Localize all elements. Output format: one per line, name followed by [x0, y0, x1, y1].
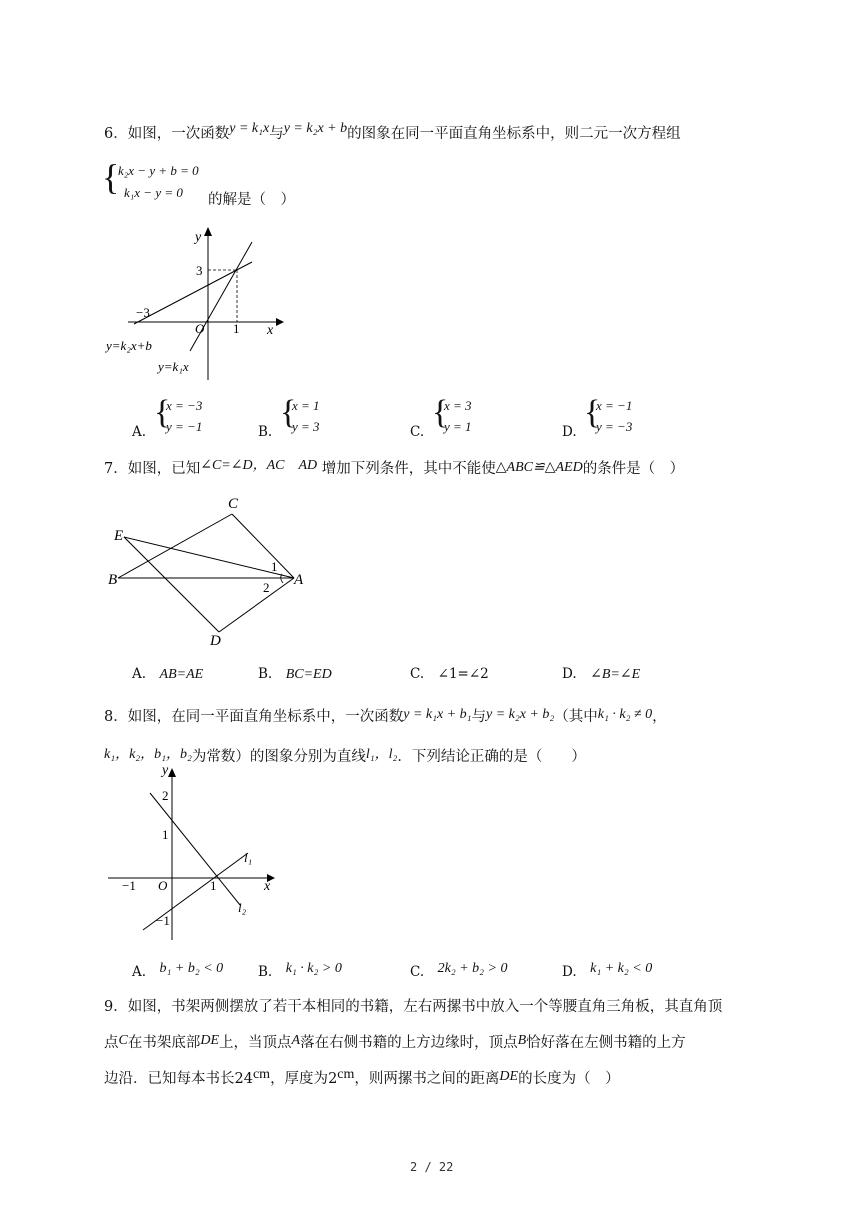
q6-function-2: y = k₂x + b: [283, 121, 348, 136]
q7-option-c-letter: C.: [410, 666, 425, 682]
q6-text-a: 如图，一次函数: [127, 126, 230, 142]
q8-option-c-letter: C.: [410, 964, 425, 980]
q6-option-d-row2: y = −3: [596, 419, 633, 434]
q7-tail: 的条件是（ ）: [582, 461, 685, 477]
q9-line2-c: 上，当顶点: [219, 1035, 292, 1051]
q8-stem-line-1: [104, 707, 667, 728]
q8-option-a[interactable]: [132, 960, 223, 981]
q6-option-b-row2: y = 3: [292, 419, 320, 434]
q8-comma: ，: [652, 709, 667, 725]
q7-text-b: 增加下列条件，其中不能使: [321, 461, 496, 477]
q9-line2-a: 点: [104, 1035, 119, 1051]
q6-label-l1: y=k₁x: [158, 359, 189, 374]
q6-option-c-row1: x = 3: [444, 398, 472, 413]
q9-line2-d: 落在右侧书籍的上方边缘时，顶点: [300, 1035, 518, 1051]
q8-text-b: （其中: [554, 709, 598, 725]
q7-segment-ea: [124, 537, 294, 578]
q8-tick-1: 1: [162, 827, 169, 842]
q7-condition: ∠C=∠D: [200, 458, 253, 473]
q7-option-b-letter: B.: [258, 666, 273, 682]
q8-tick-1-x: 1: [210, 878, 217, 893]
q8-options: [132, 960, 732, 982]
q8-option-d-text: k₁ + k₂ < 0: [590, 961, 653, 976]
q6-system-brace: {: [102, 157, 120, 197]
q7-option-d-text: ∠B=∠E: [590, 667, 641, 682]
q8-option-d[interactable]: [562, 960, 652, 981]
q6-system-row-1: k₂x − y + b = 0: [118, 163, 199, 178]
q7-number: 7．: [104, 461, 128, 477]
q6-line-l2: [134, 262, 252, 324]
q8-tick-2: 2: [162, 788, 169, 803]
q8-text-a: 如图，在同一平面直角坐标系中，一次函数: [127, 709, 404, 725]
q9-point-a: A: [291, 1033, 301, 1048]
q8-lines: l₁，l₂: [365, 747, 398, 762]
q8-number: 8．: [104, 709, 128, 725]
q8-line2-tail: ．下列结论正确的是（ ）: [397, 749, 586, 765]
q6-y-arrow: [204, 227, 212, 236]
q8-option-d-letter: D.: [562, 964, 577, 980]
q8-function-1: y = k₁x + b₁: [403, 707, 472, 722]
q6-option-a-row1: x = −3: [166, 398, 203, 413]
q6-option-a-brace: {: [154, 394, 171, 431]
q6-option-c-row2: y = 1: [444, 419, 472, 434]
q8-y-label: y: [162, 765, 169, 778]
q7-option-b[interactable]: [258, 662, 332, 683]
q9-line3-c: ，则两摞书之间的距离: [354, 1071, 500, 1087]
q7-segment-bc: [118, 514, 232, 578]
q6-equation-system: [102, 157, 214, 202]
q6-options: [132, 395, 732, 440]
q7-text-a: 如图，已知: [127, 461, 201, 477]
q8-option-c-text: 2k₂ + b₂ > 0: [437, 961, 508, 976]
q6-option-b-row1: x = 1: [292, 398, 320, 413]
q7-congruence: △ABC≌△AED: [495, 460, 583, 475]
q6-x-arrow: [276, 318, 284, 326]
q8-y-arrow: [168, 768, 176, 777]
q7-label-a: A: [294, 572, 304, 588]
q7-options: [132, 662, 732, 684]
q7-label-d: D: [210, 633, 221, 649]
q7-option-d[interactable]: [562, 662, 640, 683]
q6-x-label: x: [267, 323, 274, 338]
q8-label-l2: l₂: [238, 900, 247, 915]
q7-angle-2: 2: [263, 580, 270, 595]
q9-line-1: 9．如图，书架两侧摆放了若干本相同的书籍，左右两摞书中放入一个等腰直角三角板，其直角顶: [104, 999, 723, 1015]
q7-label-c: C: [228, 496, 239, 512]
q6-option-c-brace: {: [432, 394, 449, 431]
q7-condition-2: ，AC AD: [252, 458, 318, 473]
q6-option-a-row2: y = −1: [166, 419, 203, 434]
q6-graph: [100, 220, 290, 380]
q7-stem: [104, 459, 684, 480]
page-number: 2 / 22: [410, 1160, 454, 1174]
q8-option-a-letter: A.: [132, 964, 147, 980]
q6-stem: [104, 121, 681, 145]
q9-line-3: [104, 1069, 620, 1090]
q8-line2-text: 为常数）的图象分别为直线: [191, 749, 366, 765]
q7-segment-ed: [124, 537, 219, 632]
q9-line3-b: ，厚度为: [270, 1071, 329, 1087]
q6-option-d-brace: {: [584, 394, 601, 431]
q9-segment-de-2: DE: [499, 1069, 519, 1084]
q9-line2-b: 在书架底部: [127, 1035, 201, 1051]
q9-unit-1: cm: [252, 1067, 271, 1082]
q6-option-b-brace: {: [280, 394, 297, 431]
q9-book-length: 24: [234, 1071, 253, 1087]
q6-option-b-letter: B.: [258, 424, 273, 440]
q6-origin-label: O: [195, 321, 205, 336]
q8-option-b-letter: B.: [258, 964, 273, 980]
q6-label-l2: y=k₂x+b: [106, 338, 152, 353]
q6-option-c-letter: C.: [410, 424, 425, 440]
q7-option-d-letter: D.: [562, 666, 577, 682]
q8-option-a-text: b₁ + b₂ < 0: [159, 961, 224, 976]
q6-y-label: y: [195, 230, 202, 245]
q7-option-a-text: AB=AE: [159, 667, 204, 682]
q9-unit-2: cm: [337, 1067, 355, 1082]
q9-point-b: B: [517, 1033, 527, 1048]
q7-segment-da: [219, 578, 294, 632]
q7-angle-1: 1: [271, 559, 278, 574]
q8-origin-label: O: [158, 878, 168, 893]
q8-condition: k₁ · k₂ ≠ 0: [597, 707, 653, 722]
q8-option-b[interactable]: [258, 960, 342, 981]
q7-option-c-text: ∠1=∠2: [437, 666, 489, 682]
q8-label-l1: l₁: [244, 850, 253, 865]
q6-tail: 的解是（ ）: [208, 192, 295, 208]
q6-text-b: 的图象在同一平面直角坐标系中，则二元一次方程组: [347, 126, 681, 142]
q8-tick-neg1-y: −1: [156, 913, 170, 928]
q7-label-b: B: [108, 572, 118, 588]
q9-line3-a: 边沿．已知每本书长: [104, 1071, 235, 1087]
q8-tick-neg1-x: −1: [122, 878, 136, 893]
q9-point-c: C: [118, 1033, 128, 1048]
q6-tick-neg3: −3: [136, 305, 150, 320]
q6-option-a-letter: A.: [132, 424, 147, 440]
q6-number: 6．: [104, 126, 128, 142]
q7-option-a-letter: A.: [132, 666, 147, 682]
q8-function-2: y = k₂x + b₂: [486, 707, 555, 722]
q9-segment-de: DE: [200, 1033, 220, 1048]
q7-option-c[interactable]: [410, 662, 489, 682]
q9-book-thickness: 2: [328, 1071, 338, 1087]
q6-tick-3: 3: [196, 263, 203, 278]
q6-function-1: y = k₁x: [229, 121, 270, 136]
q9-line2-e: 恰好落在左侧书籍的上方: [526, 1035, 686, 1051]
q8-option-c[interactable]: [410, 960, 507, 981]
q7-option-a[interactable]: [132, 662, 203, 683]
q6-option-d-letter: D.: [562, 424, 577, 440]
q8-constants: k₁，k₂，b₁，b₂: [104, 747, 192, 762]
q9-line-2: [104, 1033, 686, 1054]
q8-mid: 与: [471, 709, 487, 725]
q9-line3-d: 的长度为（ ）: [518, 1071, 620, 1087]
q6-mid: 与: [269, 126, 284, 142]
q6-tick-1: 1: [233, 321, 240, 336]
q8-graph: [100, 765, 290, 945]
q8-x-label: x: [264, 879, 271, 894]
q8-option-b-text: k₁ · k₂ > 0: [285, 961, 342, 976]
q6-option-d-row1: x = −1: [596, 398, 633, 413]
q7-figure: [100, 490, 320, 650]
q7-segment-ca: [232, 514, 294, 578]
q7-option-b-text: BC=ED: [285, 667, 332, 682]
q6-system-row-2: k₁x − y = 0: [124, 185, 183, 200]
q7-label-e: E: [114, 528, 124, 544]
